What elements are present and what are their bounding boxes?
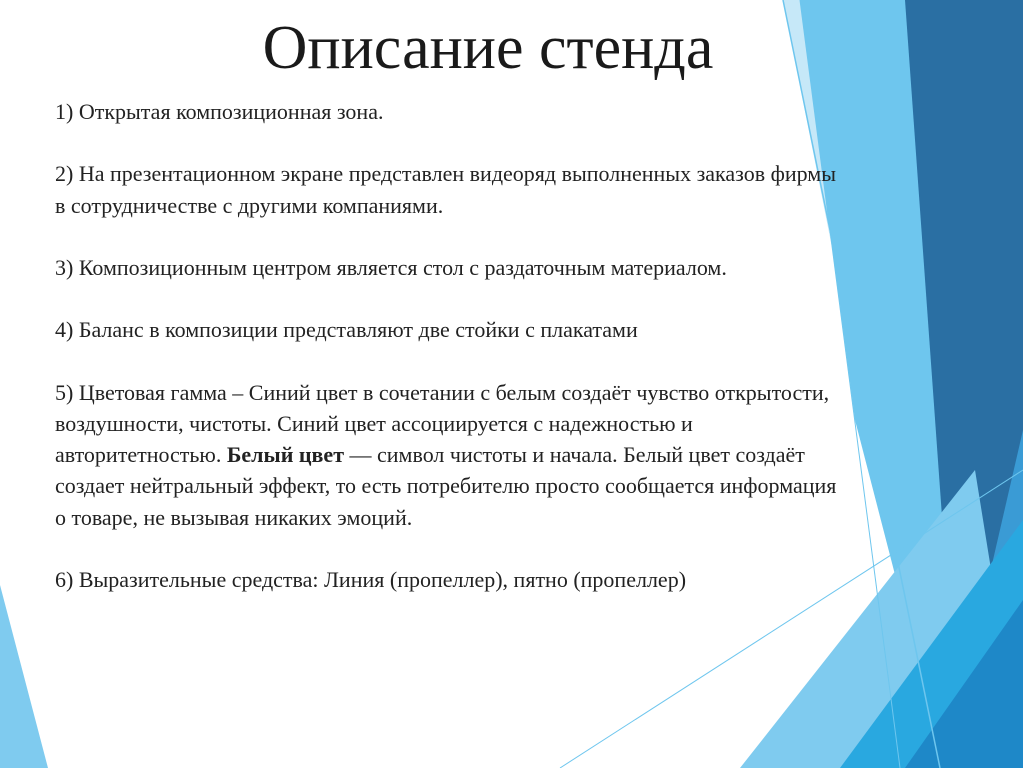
list-item-5-text-after: — символ чистоты и начала. Белый цвет создаёт создает нейтральный эффект, то есть потребителю просто сообщается информация о товаре, не вызывая никаких эмоций. xyxy=(55,442,837,530)
list-item-4: 4) Баланс в композиции представляют две стойки с плакатами xyxy=(55,317,638,343)
list-item-2: 2) На презентационном экране представлен видеоряд выполненных заказов фирмы в сотрудничестве с другими компаниями. xyxy=(55,161,837,218)
list-item-1: 1) Открытая композиционная зона. xyxy=(55,99,384,124)
list-item-5 xyxy=(55,377,845,533)
list-item-3: 3) Композиционным центром является стол с раздаточным материалом. xyxy=(55,254,727,280)
slide-body xyxy=(55,96,845,595)
list-item-6: 6) Выразительные средства: Линия (пропеллер), пятно (пропеллер) xyxy=(55,566,687,592)
list-item-5-bold: Белый цвет xyxy=(226,442,345,468)
list-item-5-text-before: 5) Цветовая гамма – Синий цвет в сочетании с белым создаёт чувство открытости, воздушности, чистоты. Синий цвет ассоциируется с надежностью и авторитетностью. xyxy=(55,379,830,468)
left-accent-shape xyxy=(0,585,48,768)
slide-title: Описание стенда xyxy=(262,14,714,82)
